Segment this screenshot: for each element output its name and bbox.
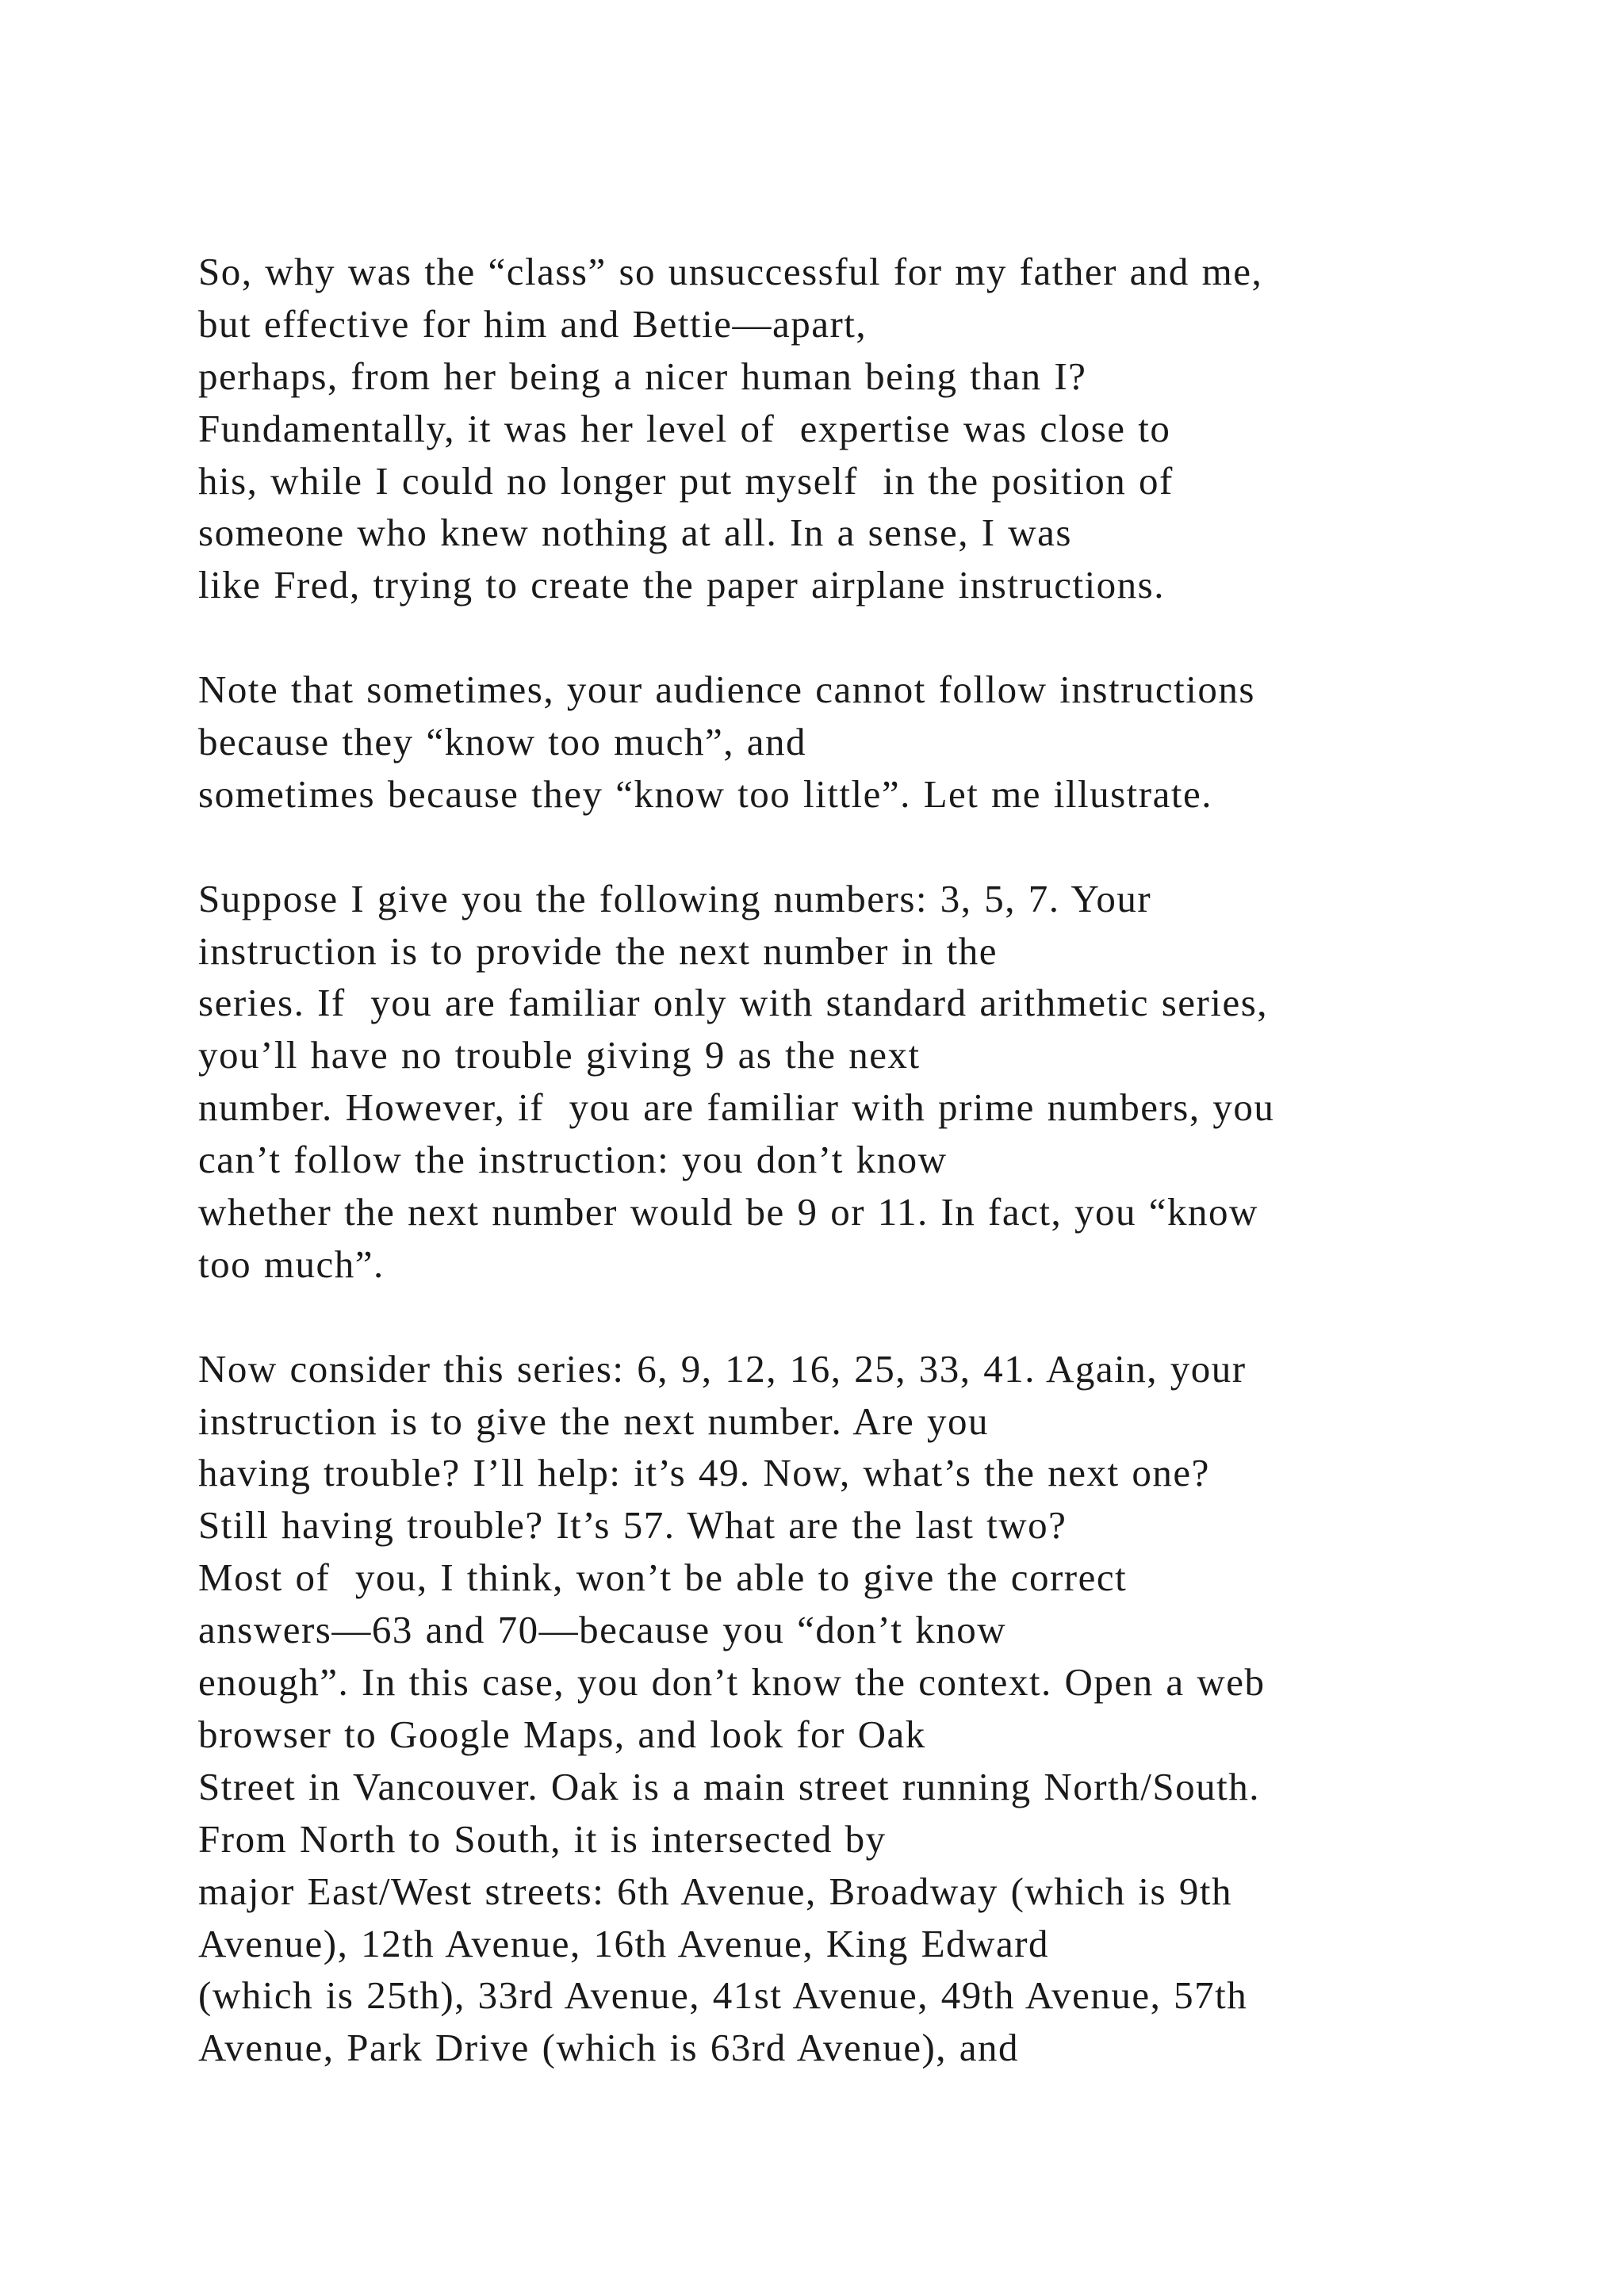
text-line: Suppose I give you the following numbers: 3, 5, 7. Your xyxy=(198,876,1152,920)
text-line: Avenue, Park Drive (which is 63rd Avenue), and xyxy=(198,2026,1020,2070)
text-line: number. However, if you are familiar with prime numbers, you xyxy=(198,1085,1275,1130)
text-line: Avenue), 12th Avenue, 16th Avenue, King Edward xyxy=(198,1921,1050,1965)
text-line: whether the next number would be 9 or 11. In fact, you “know xyxy=(198,1190,1258,1234)
text-line: you’ll have no trouble giving 9 as the next xyxy=(198,1033,921,1077)
paragraph xyxy=(198,664,1546,821)
paragraph xyxy=(198,246,1546,611)
text-line: sometimes because they “know too little”. Let me illustrate. xyxy=(198,771,1212,816)
text-line: So, why was the “class” so unsuccessful for my father and me, xyxy=(198,250,1263,293)
text-line: but effective for him and Bettie—apart, xyxy=(198,301,868,346)
paragraph-gap xyxy=(198,611,1546,664)
text-line: because they “know too much”, and xyxy=(198,720,807,764)
text-line: browser to Google Maps, and look for Oak xyxy=(198,1712,926,1756)
text-line: can’t follow the instruction: you don’t know xyxy=(198,1138,948,1182)
text-line: major East/West streets: 6th Avenue, Broadway (which is 9th xyxy=(198,1869,1232,1913)
text-line: Still having trouble? It’s 57. What are the last two? xyxy=(198,1503,1067,1548)
paragraph-gap xyxy=(198,1291,1546,1343)
text-line: answers—63 and 70—because you “don’t know xyxy=(198,1608,1007,1652)
text-line: From North to South, it is intersected by xyxy=(198,1816,887,1861)
text-line: Now consider this series: 6, 9, 12, 16, 25, 33, 41. Again, your xyxy=(198,1346,1247,1391)
text-line: instruction is to give the next number. Are you xyxy=(198,1399,989,1443)
text-line: series. If you are familiar only with standard arithmetic series, xyxy=(198,981,1269,1025)
text-line: Street in Vancouver. Oak is a main street running North/South. xyxy=(198,1764,1260,1808)
text-line: perhaps, from her being a nicer human being than I? xyxy=(198,354,1087,398)
text-line: enough”. In this case, you don’t know the context. Open a web xyxy=(198,1660,1266,1705)
text-line: Fundamentally, it was her level of expertise was close to xyxy=(198,406,1171,450)
paragraph xyxy=(198,1343,1546,2074)
text-line: like Fred, trying to create the paper airplane instructions. xyxy=(198,563,1166,607)
paragraph-gap xyxy=(198,821,1546,873)
text-line: having trouble? I’ll help: it’s 49. Now, what’s the next one? xyxy=(198,1451,1210,1495)
text-line: his, while I could no longer put myself in the position of xyxy=(198,458,1174,503)
paragraph xyxy=(198,873,1546,1291)
text-line: (which is 25th), 33rd Avenue, 41st Avenue, 49th Avenue, 57th xyxy=(198,1973,1248,2018)
text-line: someone who knew nothing at all. In a sense, I was xyxy=(198,511,1072,555)
document-body xyxy=(198,246,1546,2074)
text-line: instruction is to provide the next number in the xyxy=(198,928,998,973)
text-line: Note that sometimes, your audience cannot follow instructions xyxy=(198,668,1255,712)
text-line: Most of you, I think, won’t be able to give the correct xyxy=(198,1556,1128,1600)
text-line: too much”. xyxy=(198,1242,385,1286)
